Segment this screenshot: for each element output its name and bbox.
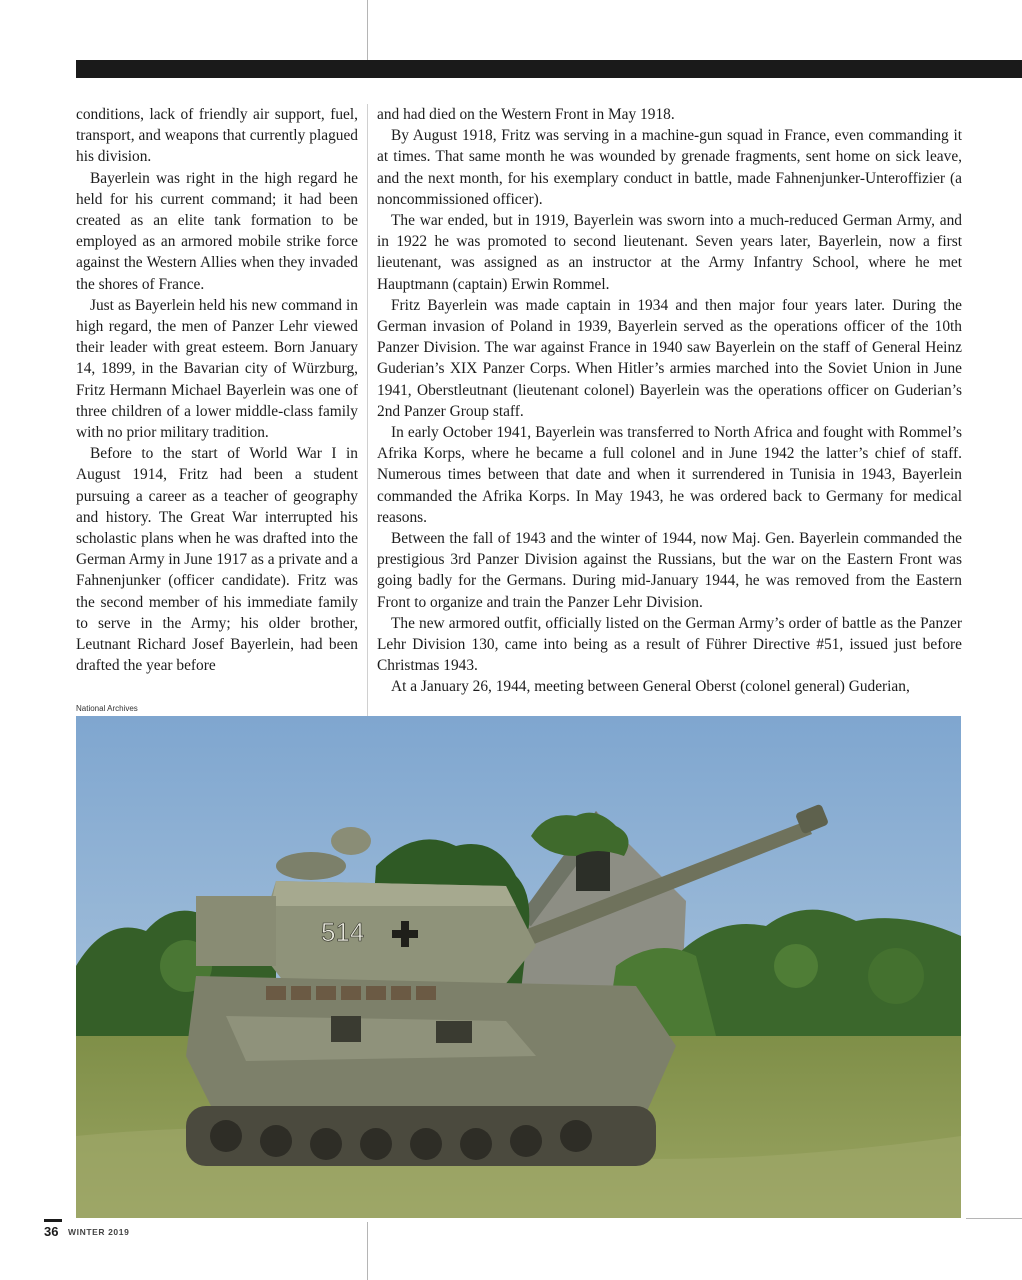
page-number: 36: [44, 1224, 59, 1239]
paragraph: Fritz Bayerlein was made captain in 1934 and then major four years later. During the German invasion of Poland in 1939, Bayerlein served as the operations officer of the 10th Panzer Division. The war against France in 1940 saw Bayerlein on the staff of General Heinz Guderian’s XIX Panzer Corps. When Hitler’s armies marched into the Soviet Union in June 1941, Oberstleutnant (lieutenant colonel) Bayerlein was the operations officer on Guderian’s 2nd Panzer Group staff.: [377, 296, 962, 420]
crop-mark: [367, 1222, 368, 1280]
paragraph: The new armored outfit, officially listed on the German Army’s order of battle as the Panzer Lehr Division 130, came into being as a result of Führer Directive #51, issued just before Christmas 1943.: [377, 614, 962, 675]
column-divider: [367, 104, 368, 716]
paragraph: Before to the start of World War I in August 1914, Fritz had been a student pursuing a career as a teacher of geography and history. The Great War interrupted his scholastic plans when he was drafted into the German Army in June 1917 as a private and a Fahnenjunker (officer candidate). Fritz was the second member of his immediate family to serve in the Army; his older brother, Leutnant Richard Josef Bayerlein, had been drafted the year before: [76, 445, 358, 675]
paragraph: By August 1918, Fritz was serving in a machine-gun squad in France, even commanding it at times. That same month he was wounded by grenade fragments, sent home on sick leave, and the next month, for his exemplary conduct in battle, made Fahnenjunker-Unteroffizier (a noncommissioned officer).: [377, 127, 962, 208]
issue-label: WINTER 2019: [68, 1227, 130, 1237]
turret-number: 514: [321, 917, 365, 947]
tank-illustration: [76, 716, 961, 1218]
crop-mark: [367, 0, 368, 60]
crop-mark: [966, 1218, 1022, 1219]
paragraph: Between the fall of 1943 and the winter of 1944, now Maj. Gen. Bayerlein commanded the prestigious 3rd Panzer Division against the Russians, but the war on the Eastern Front was going badly for the Germans. During mid-January 1944, he was removed from the Eastern Front to organize and train the Panzer Lehr Division.: [377, 530, 962, 611]
footer-tick: [44, 1219, 62, 1222]
left-text-column: [76, 104, 358, 676]
paragraph: conditions, lack of friendly air support, fuel, transport, and weapons that currently plagued his division.: [76, 106, 358, 166]
paragraph: In early October 1941, Bayerlein was transferred to North Africa and fought with Rommel’s Afrika Korps, where he became a full colonel and in June 1942 the latter’s chief of staff. Numerous times between that date and when it surrendered in Tunisia in 1943, Bayerlein commanded the Afrika Korps. In May 1943, he was ordered back to Germany for medical reasons.: [377, 424, 962, 526]
right-text-column: [377, 104, 962, 698]
paragraph: and had died on the Western Front in May 1918.: [377, 106, 675, 123]
paragraph: Just as Bayerlein held his new command in high regard, the men of Panzer Lehr viewed their leader with great esteem. Born January 14, 1899, in the Bavarian city of Würzburg, Fritz Hermann Michael Bayerlein was one of three children of a lower middle-class family with no prior military tradition.: [76, 296, 358, 442]
paragraph: At a January 26, 1944, meeting between General Oberst (colonel general) Guderian,: [391, 678, 910, 696]
tank-photo: [76, 716, 961, 1218]
paragraph: Bayerlein was right in the high regard he held for his current command; it had been created as an elite tank formation to be employed as an armored mobile strike force against the Western Allies when they invaded the shores of France.: [76, 169, 358, 293]
paragraph: The war ended, but in 1919, Bayerlein was sworn into a much-reduced German Army, and in 1922 he was promoted to second lieutenant. Seven years later, Bayerlein, now a first lieutenant, was assigned as an instructor at the Army Infantry School, where he met Hauptmann (captain) Erwin Rommel.: [377, 212, 962, 293]
photo-credit: National Archives: [76, 704, 138, 713]
header-bar: [76, 60, 1022, 78]
